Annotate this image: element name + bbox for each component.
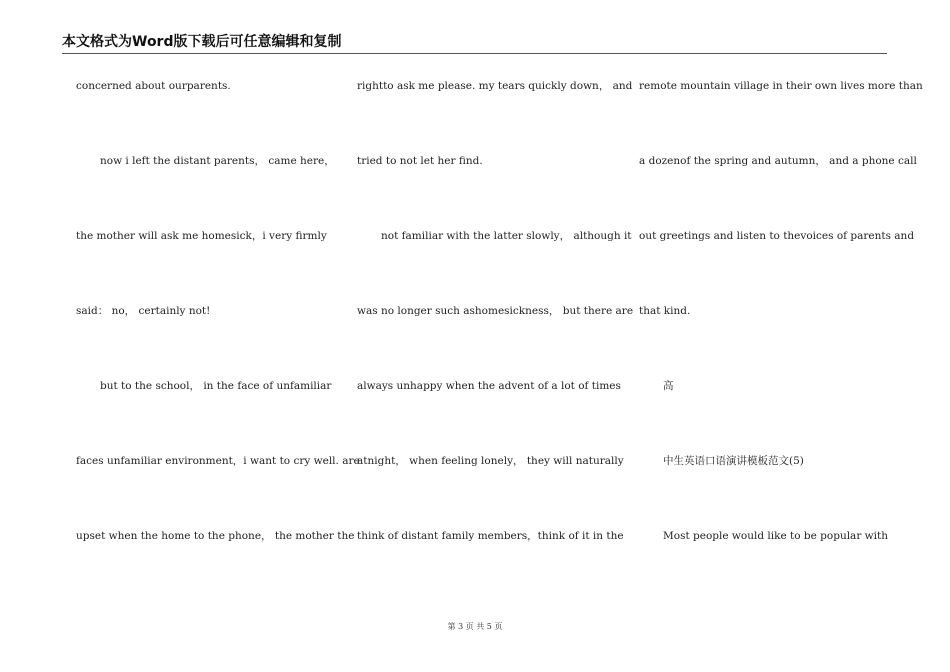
text-line: tried to not let her find. [357, 155, 483, 167]
text-line: the mother will ask me homesick，i very firmly [76, 230, 327, 242]
section-heading: 中生英语口语演讲模板范文(5) [663, 455, 804, 467]
page-number: 第 3 页 共 5 页 [447, 622, 503, 631]
text-line: said： no， certainly not! [76, 305, 211, 317]
text-line: was no longer such ashomesickness， but there are [357, 305, 634, 317]
header-title: 本文格式为Word版下载后可任意编辑和复制 [62, 34, 342, 50]
text-line: Most people would like to be popular with [663, 530, 889, 542]
text-line: now i left the distant parents， came here， [100, 155, 335, 167]
text-line: atnight， when feeling lonely， they will naturally [357, 455, 624, 467]
text-line: but to the school， in the face of unfamiliar [100, 380, 332, 392]
text-line: out greetings and listen to thevoices of parents and [639, 230, 915, 242]
text-line: remote mountain village in their own lives more than [639, 80, 923, 92]
text-line: rightto ask me please. my tears quickly down， and [357, 80, 633, 92]
document-header [62, 33, 887, 54]
text-line: not familiar with the latter slowly， although it [381, 230, 632, 242]
text-line: a dozenof the spring and autumn， and a phone call [639, 155, 917, 167]
text-line: think of distant family members，think of it in the [357, 530, 624, 542]
text-line: 高 [663, 380, 674, 392]
text-line: concerned about ourparents. [76, 80, 231, 92]
text-line: faces unfamiliar environment，i want to cry well. are [76, 455, 360, 467]
text-line: upset when the home to the phone， the mother the [76, 530, 355, 542]
text-line: always unhappy when the advent of a lot of times [357, 380, 621, 392]
text-line: that kind. [639, 305, 691, 317]
